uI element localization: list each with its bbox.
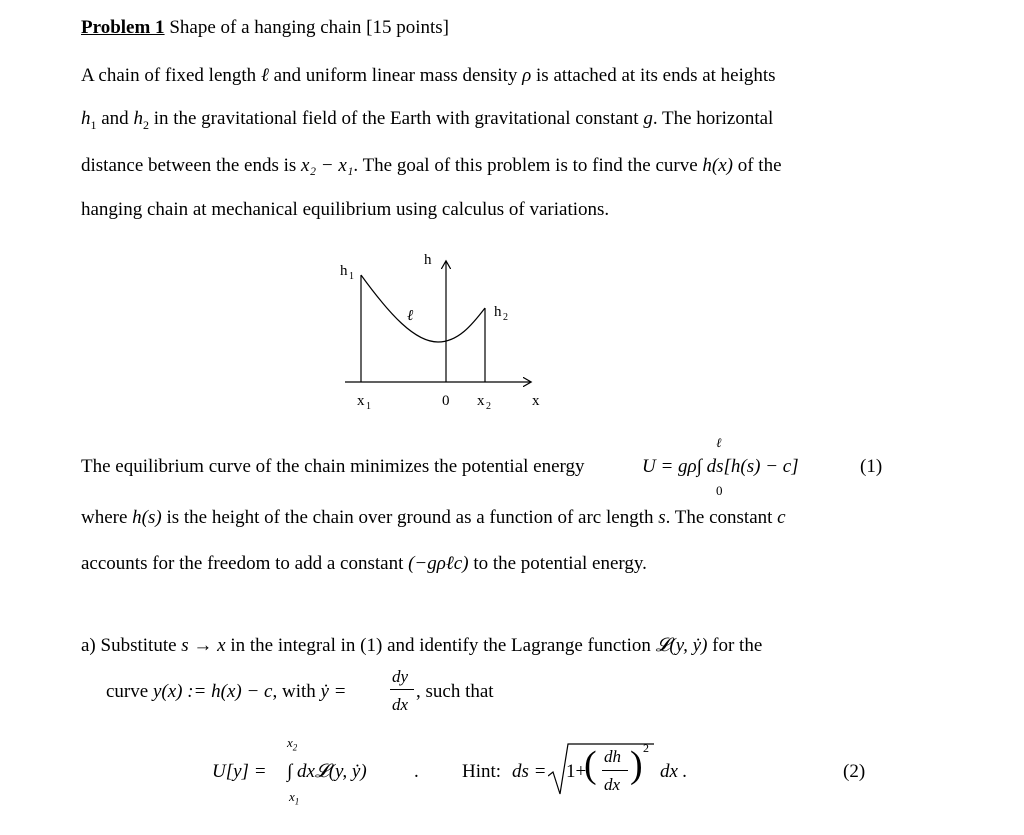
problem-heading [81,18,449,37]
equilibrium-text: The equilibrium curve of the chain minimizes the potential energy [81,456,585,477]
label-ell: ℓ [407,308,414,324]
part-a-text: for the [712,635,763,656]
intro-text: A chain of fixed length [81,65,257,86]
part-a-line-2 [106,682,347,701]
label-x1: x [357,393,365,409]
hint-dh: dh [604,747,621,766]
symbol-h2: h [133,108,143,129]
intro-line-4: hanging chain at mechanical equilibrium using calculus of variations. [81,199,610,220]
part-a-line-1 [81,636,762,655]
accounts-text: accounts for the freedom to add a constant [81,553,404,574]
symbol-constant: (−gρℓc) [408,553,469,574]
symbol-ydot: ẏ = [320,681,347,702]
eq2-upper [287,736,297,753]
label-h: h [424,252,432,268]
potential-energy-formula: U = gρ∫ ds[h(s) − c] [642,456,799,477]
symbol-h2-sub: 2 [142,117,149,132]
integral-lower-limit: 0 [716,483,723,498]
intro-text: of the [737,155,782,176]
problem-title: Shape of a hanging chain [169,17,362,38]
eq2-lower [289,790,299,807]
part-a-text: in the integral in (1) and identify the Lagrange function [230,635,651,656]
intro-text: distance between the ends is [81,155,297,176]
label-zero: 0 [442,393,450,409]
eq2-upper-sub: 2 [292,742,298,753]
hint-label: Hint: [462,761,502,782]
eq2-lower-sub: 1 [294,796,300,807]
symbol-c: c [777,507,786,528]
part-a-such-that: , such that [416,681,494,702]
symbol-g: g [643,108,653,129]
symbol-lagrangian: 𝓛(y, ẏ) [655,635,708,656]
accounts-line [81,554,647,573]
hint-one-plus: 1+ [566,761,587,782]
intro-text: . The goal of this problem is to find the curve [353,155,698,176]
symbol-x2-minus-x1: x₂ − x₁ [301,155,354,176]
label-h2-sub: 2 [503,312,508,323]
paren-right: ) [630,744,643,786]
intro-text: and [101,108,129,129]
accounts-text: to the potential energy. [473,553,647,574]
frac-dy: dy [392,667,409,686]
symbol-h1-sub: 1 [90,117,97,132]
label-h1: h [340,263,348,279]
frac-bar [390,689,414,690]
where-line [81,508,786,527]
where-text: where [81,507,128,528]
symbol-rho: ρ [522,65,532,86]
equation-number-2: (2) [843,761,866,782]
intro-text: in the gravitational field of the Earth with gravitational constant [153,108,639,129]
integral-upper-limit: ℓ [716,435,722,450]
symbol-substitution: s → x [181,635,226,656]
equation-number-1: (1) [860,456,883,477]
hint-dx-tail: dx . [660,761,688,782]
part-a-label: a) [81,635,96,656]
symbol-hs: h(s) [132,507,162,528]
eq2-dot: . [414,761,419,782]
frac-dx: dx [392,695,409,714]
symbol-s: s [658,507,666,528]
where-text: . The constant [665,507,773,528]
hint-square: 2 [643,741,649,755]
intro-text: . The horizontal [652,108,774,129]
problem-label: Problem 1 [81,17,165,38]
chain-curve [361,275,485,342]
where-text: is the height of the chain over ground as a function of arc length [166,507,654,528]
part-a-text: curve [106,681,149,702]
chain-figure [330,240,560,420]
label-h2: h [494,304,502,320]
eq2-lower-var: x [289,789,295,804]
equilibrium-line [81,457,585,476]
symbol-h1: h [81,108,91,129]
intro-text: and uniform linear mass density [273,65,518,86]
symbol-ell: ℓ [260,65,269,86]
label-x: x [532,393,540,409]
part-a-text: Substitute [100,635,177,656]
hint-frac-bar [602,770,628,771]
hint-dx-den: dx [604,775,621,794]
intro-line-1 [81,66,776,85]
label-x2-sub: 2 [486,401,491,412]
symbol-hx: h(x) [702,155,733,176]
label-x2: x [477,393,485,409]
eq2-integral: ∫ dx𝓛(y, ẏ) [287,761,367,782]
eq2-upper-var: x [287,735,293,750]
eq2-lhs: U[y] = [212,761,267,782]
part-a-text: , with [272,681,316,702]
intro-line-2 [81,109,773,131]
hint-ds: ds = [512,761,547,782]
intro-line-3 [81,156,782,175]
problem-points: [15 points] [366,17,449,38]
label-h1-sub: 1 [349,271,354,282]
intro-text: is attached at its ends at heights [536,65,776,86]
paren-left: ( [584,744,597,786]
symbol-y-definition: y(x) := h(x) − c [152,681,273,702]
label-x1-sub: 1 [366,401,371,412]
